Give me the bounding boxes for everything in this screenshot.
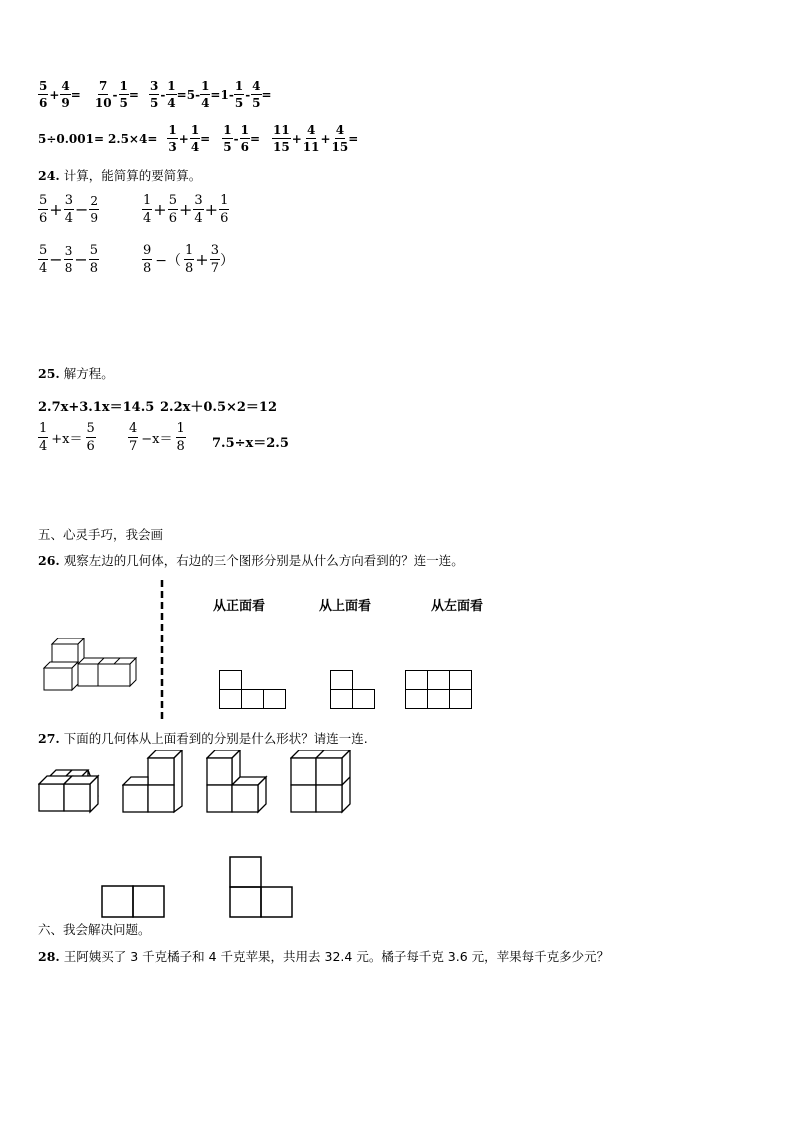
q26-view-shape-2 [330,670,378,710]
fraction: $\frac{4}{5}$ [252,79,261,110]
q27-solid-1 [38,768,102,814]
q26-solid-figure [40,638,140,694]
q25-eq-5: 7.5÷x＝2.5 [212,436,289,451]
q27-top-view-2 [229,856,295,919]
q26-heading: 26. 观察左边的几何体，右边的三个图形分别是从什么方向看到的？连一连。 [38,553,464,568]
fraction: 1 3 [168,123,177,154]
fraction: $\frac{4}{11}$ [302,123,320,154]
q27-solid-3 [206,750,268,814]
q25-eq-1: 2.7x+3.1x＝14.5 [38,400,155,415]
q24-expr-2: 1 4 + $\frac{5}{6}$ + $\frac{3}{4}$ + $\frac{1}{6}$ [143,193,229,226]
fraction: $\frac{4}{9}$ [61,79,70,110]
q24-expr-4: 9 8 −（ 1 8 + $\frac{3}{7}$ ） [143,243,234,276]
q27-top-view-1 [101,885,167,919]
fraction: $\frac{1}{6}$ [240,123,249,154]
q27-solid-2 [122,750,184,814]
q25-eq-2: 2.2x＋0.5×2＝12 [160,400,278,415]
fraction: 1 5 [234,79,244,110]
q24-expr-3: 5 4 − $\frac{3}{8}$ − $\frac{5}{8}$ [39,243,99,276]
fraction: $\frac{1}{5}$ [119,79,128,110]
q28-heading: 28. 王阿姨买了 3 千克橘子和 4 千克苹果，共用去 32.4 元。橘子每千克 3.6 元，苹果每千克多少元？ [38,949,610,964]
fraction: 3 5 [149,79,159,110]
q27-solid-4 [290,750,352,814]
q26-label-front: 从正面看 [213,599,266,614]
section-5-title: 五、心灵手巧，我会画 [38,527,164,542]
fraction: $\frac{1}{4}$ [201,79,210,110]
q23-line1: 5 6 + $\frac{4}{9}$ = 7 10 - $\frac{1}{5}$ = 3 5 - $\frac{1}{4}$ = 5- $\frac{1}{4}$ = 1- 1 5 - $\frac{4}{5}$ = [39,79,272,110]
fraction: $\frac{1}{4}$ [190,123,200,154]
q24-heading: 24. 计算，能简算的要简算。 [38,168,202,183]
q27-heading: 27. 下面的几何体从上面看到的分别是什么形状？请连一连. [38,731,368,746]
section-6-title: 六、我会解决问题。 [38,922,151,937]
fraction: $\frac{1}{4}$ [167,79,176,110]
fraction: 5 6 [39,79,48,110]
q24-expr-1: 5 6 + $\frac{3}{4}$ − $\frac{2}{9}$ [39,193,99,226]
q26-label-left: 从左面看 [431,599,484,614]
fraction: 7 10 [94,79,112,110]
q26-view-shape-1 [219,670,289,710]
fraction: $\frac{4}{15}$ [331,123,349,154]
q26-dashed-divider [158,580,166,722]
q26-label-top: 从上面看 [319,599,372,614]
q23-line2: 5÷0.001= 2.5×4= 1 3 + $\frac{1}{4}$ = 1 5 - $\frac{1}{6}$ = 11 15 + $\frac{4}{11}$ + $\frac{4}{15}$ = [38,123,359,154]
q25-eq-3: 1 4 +x＝ 5 6 [39,421,95,454]
fraction: 1 5 [223,123,232,154]
q25-heading: 25. 解方程。 [38,366,114,381]
q26-view-shape-3 [405,670,475,710]
fraction: 11 15 [273,123,290,154]
q25-eq-4: 4 7 −x＝ 1 8 [129,421,185,454]
